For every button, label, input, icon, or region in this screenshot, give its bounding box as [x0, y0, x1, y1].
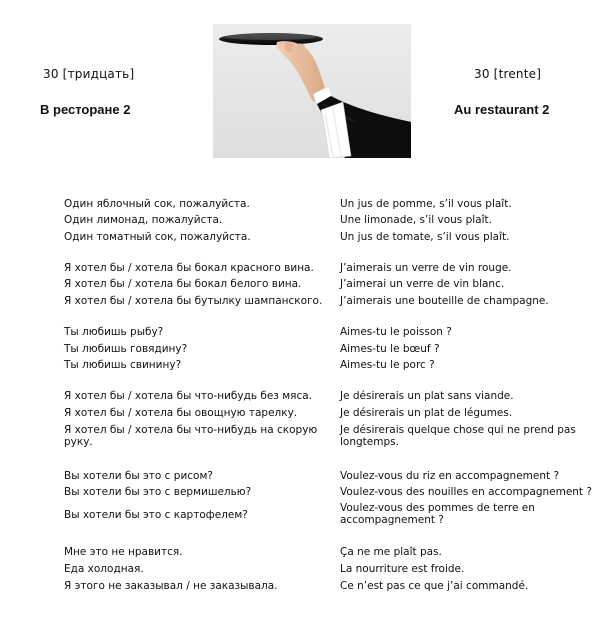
phrase-fr: J’aimerai un verre de vin blanc.: [340, 278, 505, 290]
phrase-fr: Un jus de tomate, s’il vous plaît.: [340, 231, 510, 243]
phrase-ru: Вы хотели бы это с вермишелью?: [64, 486, 252, 498]
phrase-fr: Aimes-tu le porc ?: [340, 359, 435, 371]
header-number-right: 30 [trente]: [474, 67, 542, 81]
phrase-ru: Я хотел бы / хотела бы что-нибудь без мяса.: [64, 390, 313, 402]
phrase-fr: Je désirerais quelque chose qui ne prend pas longtemps.: [340, 424, 576, 448]
phrase-fr: Aimes-tu le poisson ?: [340, 326, 452, 338]
phrase-ru: Вы хотели бы это с рисом?: [64, 470, 213, 482]
phrase-ru: Один лимонад, пожалуйста.: [64, 214, 223, 226]
phrase-ru: Ты любишь свинину?: [64, 359, 182, 371]
phrase-fr: Voulez-vous des pommes de terre en accompagnement ?: [340, 502, 535, 526]
lesson-title-russian: В ресторане 2: [40, 102, 131, 117]
phrase-fr: Une limonade, s’il vous plaît.: [340, 214, 492, 226]
phrase-fr: Voulez-vous des nouilles en accompagnement ?: [340, 486, 592, 498]
phrase-fr: Aimes-tu le bœuf ?: [340, 343, 440, 355]
phrase-ru: Ты любишь говядину?: [64, 343, 188, 355]
phrase-fr: J’aimerais un verre de vin rouge.: [340, 262, 512, 274]
phrase-ru: Я хотел бы / хотела бы бокал красного вина.: [64, 262, 314, 274]
header-number-left: 30 [тридцать]: [43, 67, 135, 81]
phrase-fr: Je désirerais un plat sans viande.: [340, 390, 514, 402]
phrase-ru: Один томатный сок, пожалуйста.: [64, 231, 251, 243]
phrase-fr: Je désirerais un plat de légumes.: [340, 407, 513, 419]
lesson-title-french: Au restaurant 2: [454, 102, 550, 117]
phrase-ru: Я хотел бы / хотела бы бутылку шампанского.: [64, 295, 323, 307]
phrase-ru: Еда холодная.: [64, 563, 144, 575]
phrase-fr: Ça ne me plaît pas.: [340, 546, 442, 558]
phrase-ru: Я хотел бы / хотела бы что-нибудь на скорую руку.: [64, 424, 318, 448]
phrase-ru: Я этого не заказывал / не заказывала.: [64, 580, 278, 592]
phrase-fr: Voulez-vous du riz en accompagnement ?: [340, 470, 560, 482]
phrase-ru: Один яблочный сок, пожалуйста.: [64, 198, 250, 210]
phrase-fr: J’aimerais une bouteille de champagne.: [340, 295, 549, 307]
phrase-ru: Вы хотели бы это с картофелем?: [64, 509, 248, 521]
phrase-fr: Un jus de pomme, s’il vous plaît.: [340, 198, 512, 210]
phrase-ru: Мне это не нравится.: [64, 546, 183, 558]
phrase-fr: Ce n’est pas ce que j’ai commandé.: [340, 580, 529, 592]
phrase-ru: Я хотел бы / хотела бы бокал белого вина.: [64, 278, 302, 290]
phrase-ru: Я хотел бы / хотела бы овощную тарелку.: [64, 407, 298, 419]
phrase-fr: La nourriture est froide.: [340, 563, 465, 575]
phrase-ru: Ты любишь рыбу?: [64, 326, 164, 338]
